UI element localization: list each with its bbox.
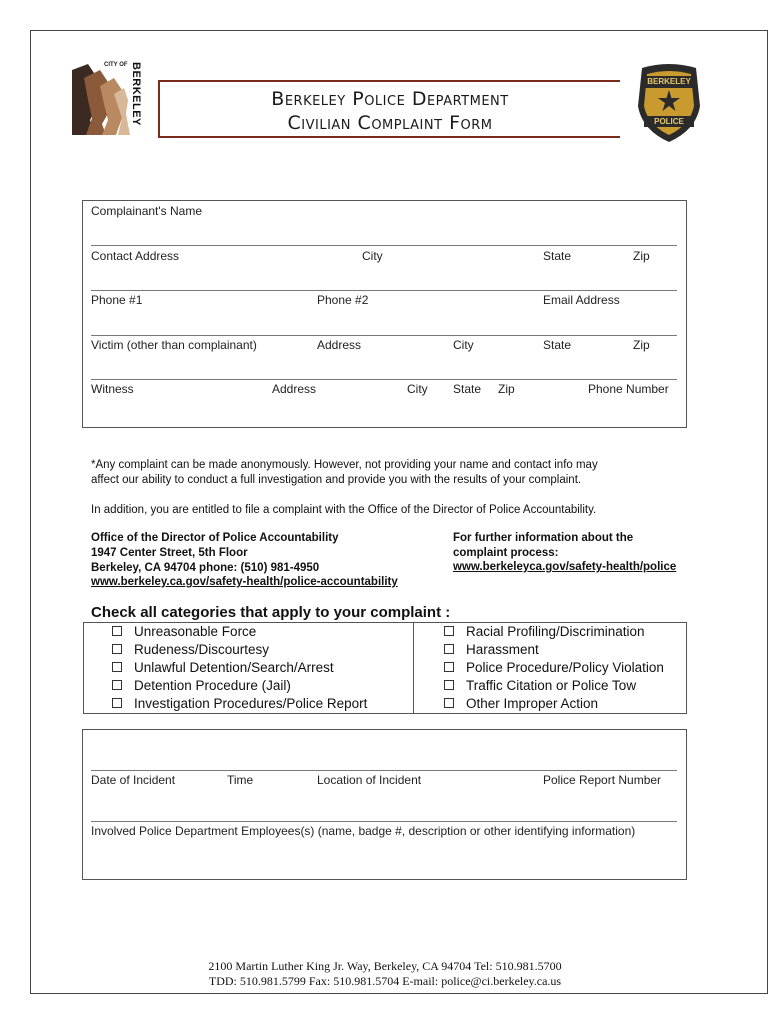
page-subtitle: Civilian Complaint Form	[287, 112, 493, 134]
date-of-incident-label: Date of Incident	[91, 773, 176, 787]
office-block	[91, 531, 398, 588]
phone1-label: Phone #1	[91, 293, 143, 307]
office-city-phone: Berkeley, CA 94704 phone: (510) 981-4950	[91, 562, 320, 574]
police-badge	[634, 62, 704, 144]
phone2-label: Phone #2	[317, 293, 369, 307]
incident-info-box	[82, 729, 687, 880]
time-label: Time	[227, 773, 254, 787]
city-of-berkeley-logo	[70, 60, 143, 135]
contact-address-field[interactable]	[91, 290, 677, 291]
page-title: Berkeley Police Department	[271, 88, 509, 110]
victim-field[interactable]	[91, 379, 677, 380]
witness-city-label: City	[407, 382, 428, 396]
category-option[interactable]: Harassment	[444, 641, 686, 659]
addition-note: In addition, you are entitled to file a complaint with the Office of the Director of Police Accountability.	[91, 504, 597, 516]
badge-icon	[634, 62, 704, 144]
office-street: 1947 Center Street, 5th Floor	[91, 547, 248, 559]
email-label: Email Address	[543, 293, 620, 307]
category-option[interactable]: Rudeness/Discourtesy	[112, 641, 413, 659]
category-option[interactable]: Other Improper Action	[444, 695, 686, 713]
witness-phone-label: Phone Number	[588, 382, 669, 396]
further-info-block	[453, 531, 676, 573]
category-option[interactable]: Police Procedure/Policy Violation	[444, 659, 686, 677]
footer-phones-email: TDD: 510.981.5799 Fax: 510.981.5704 E-mail: police@ci.berkeley.ca.us	[208, 974, 562, 988]
checkbox-icon[interactable]	[444, 626, 454, 636]
further-info-url-link[interactable]: www.berkeleyca.gov/safety-health/police	[453, 561, 677, 573]
further-info-line1: For further information about the	[453, 532, 634, 544]
victim-zip-label: Zip	[633, 338, 650, 352]
footer-contact	[30, 959, 740, 989]
victim-state-label: State	[543, 338, 572, 352]
victim-label: Victim (other than complainant)	[91, 338, 257, 352]
badge-bottom-text: POLICE	[654, 117, 684, 126]
categories-table	[83, 622, 687, 714]
anonymous-note-line2: affect our ability to conduct a full investigation and provide you with the results of your complaint.	[91, 474, 582, 486]
checkbox-icon[interactable]	[112, 680, 122, 690]
report-number-field[interactable]	[91, 821, 677, 822]
checkbox-icon[interactable]	[112, 698, 122, 708]
category-option[interactable]: Unreasonable Force	[112, 623, 413, 641]
title-frame	[158, 80, 620, 138]
checkbox-icon[interactable]	[112, 644, 122, 654]
footer-address: 2100 Martin Luther King Jr. Way, Berkeley, CA 94704 Tel: 510.981.5700	[208, 959, 562, 973]
category-option[interactable]: Racial Profiling/Discrimination	[444, 623, 686, 641]
incident-details-field[interactable]	[91, 770, 677, 771]
category-option[interactable]: Unlawful Detention/Search/Arrest	[112, 659, 413, 677]
witness-address-label: Address	[272, 382, 317, 396]
victim-city-label: City	[453, 338, 474, 352]
checkbox-icon[interactable]	[444, 644, 454, 654]
police-report-number-label: Police Report Number	[543, 773, 662, 787]
witness-zip-label: Zip	[498, 382, 515, 396]
further-info-line2: complaint process:	[453, 547, 559, 559]
contact-zip-label: Zip	[633, 249, 650, 263]
witness-state-label: State	[453, 382, 482, 396]
checkbox-icon[interactable]	[444, 680, 454, 690]
witness-label: Witness	[91, 382, 134, 396]
office-name: Office of the Director of Police Accountability	[91, 532, 339, 544]
involved-employees-label: Involved Police Department Employees(s) (name, badge #, description or other identifying information)	[91, 824, 636, 838]
category-option[interactable]: Detention Procedure (Jail)	[112, 677, 413, 695]
badge-top-text: BERKELEY	[647, 77, 691, 86]
victim-address-label: Address	[317, 338, 362, 352]
complainant-name-label: Complainant's Name	[91, 204, 203, 218]
category-option[interactable]: Traffic Citation or Police Tow	[444, 677, 686, 695]
checkbox-icon[interactable]	[444, 662, 454, 672]
categories-right-column	[414, 623, 687, 714]
checkbox-icon[interactable]	[112, 662, 122, 672]
contact-state-label: State	[543, 249, 572, 263]
contact-city-label: City	[362, 249, 383, 263]
logo-small-text: CITY OF	[104, 62, 128, 68]
phone-email-field[interactable]	[91, 335, 677, 336]
logo-berkeley-text: BERKELEY	[130, 62, 142, 126]
categories-title: Check all categories that apply to your complaint :	[91, 604, 451, 621]
contact-address-label: Contact Address	[91, 249, 180, 263]
category-option[interactable]: Investigation Procedures/Police Report	[112, 695, 413, 713]
anonymous-note	[91, 458, 691, 488]
checkbox-icon[interactable]	[112, 626, 122, 636]
categories-left-column	[84, 623, 414, 714]
location-label: Location of Incident	[317, 773, 422, 787]
complainant-name-field[interactable]	[91, 245, 677, 246]
office-url-link[interactable]: www.berkeley.ca.gov/safety-health/police-accountability	[91, 576, 398, 588]
checkbox-icon[interactable]	[444, 698, 454, 708]
anonymous-note-line1: *Any complaint can be made anonymously. However, not providing your name and contact info may	[91, 459, 598, 471]
